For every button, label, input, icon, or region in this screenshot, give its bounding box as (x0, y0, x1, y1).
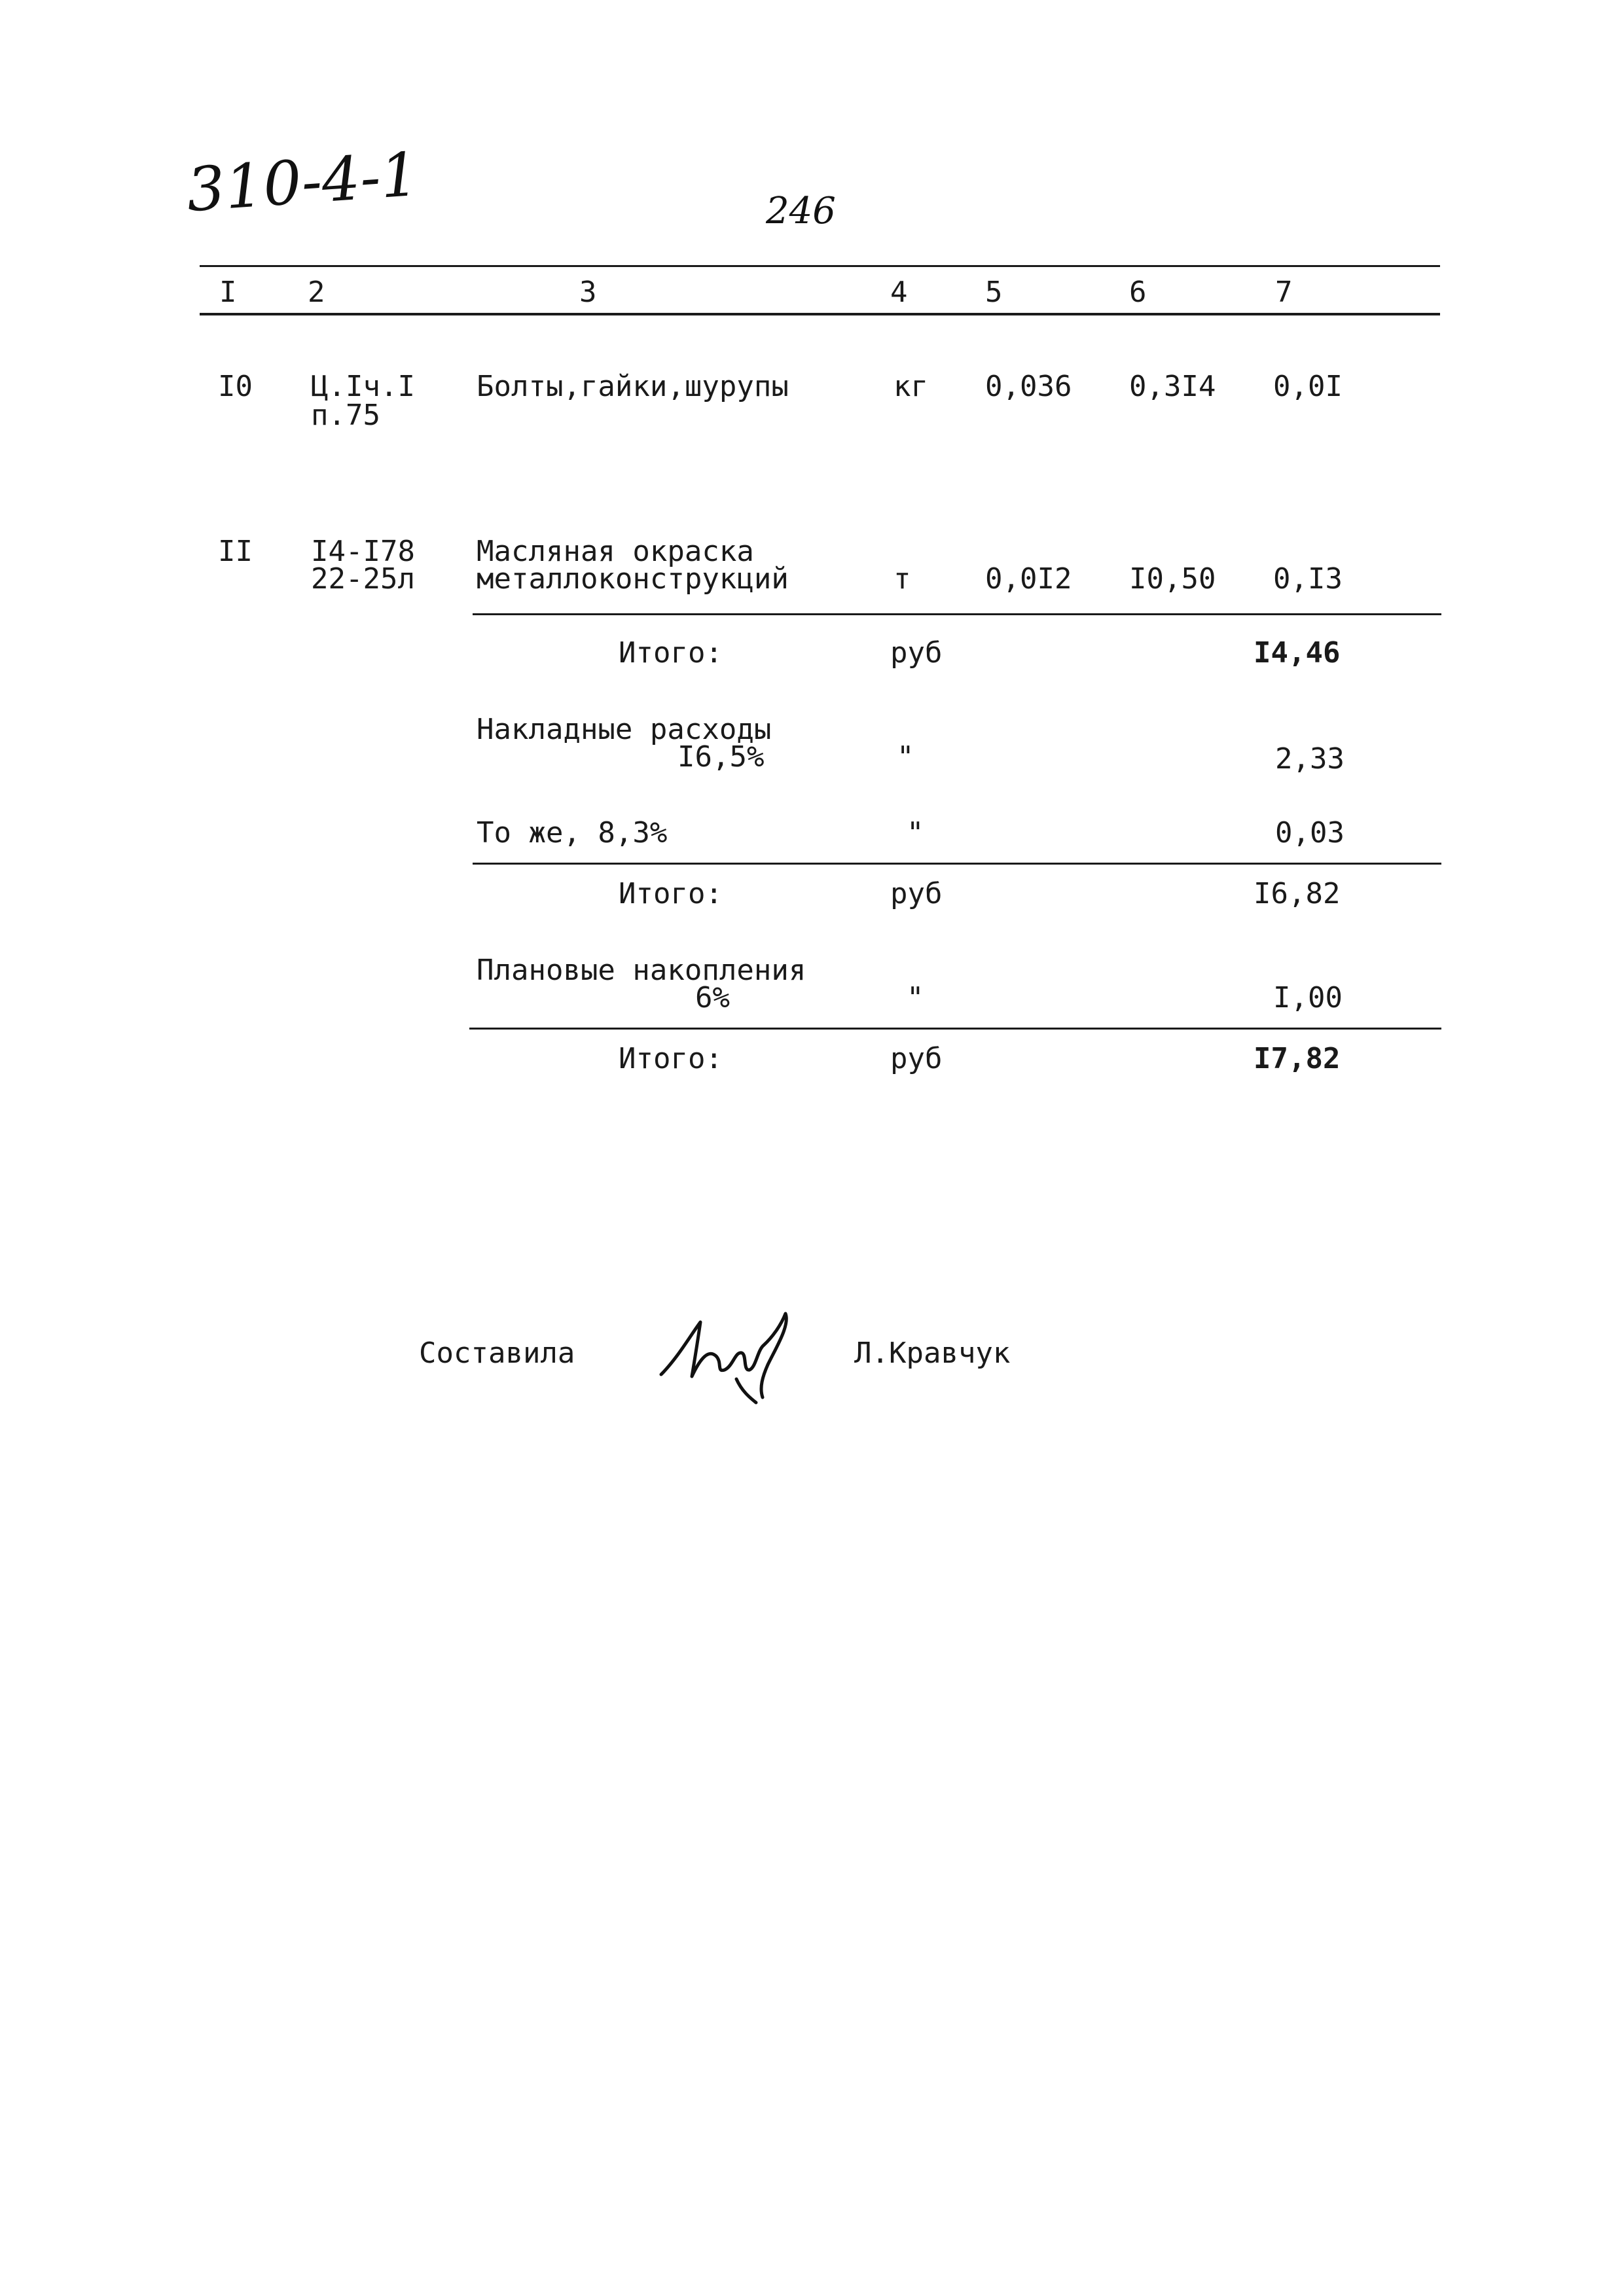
overhead-2-unit: " (907, 816, 924, 850)
planned-savings-label-line2: 6% (695, 981, 730, 1014)
subtotal-rule-2 (473, 863, 1441, 865)
subtotal-2-label: Итого: (619, 877, 723, 910)
overhead-unit: " (897, 740, 914, 774)
subtotal-2-value: I6,82 (1254, 877, 1341, 910)
header-col-6: 6 (1129, 276, 1147, 309)
header-col-2: 2 (308, 276, 325, 309)
subtotal-1-value: I4,46 (1254, 636, 1341, 670)
row-11-code-line2: 22-25л (311, 562, 415, 596)
row-10-code-line1: Ц.Iч.I (311, 370, 415, 403)
row-11-code-line1: I4-I78 (311, 535, 415, 568)
overhead-value: 2,33 (1275, 742, 1344, 776)
subtotal-rule-3 (469, 1028, 1441, 1030)
overhead-label-line2: I6,5% (677, 740, 765, 774)
header-col-4: 4 (890, 276, 908, 309)
row-11-name-line1: Масляная окраска (477, 535, 754, 568)
grand-total-unit: руб (890, 1042, 943, 1075)
row-10-name: Болты,гайки,шурупы (477, 370, 789, 403)
planned-savings-value: I,00 (1273, 981, 1343, 1014)
overhead-label-line1: Накладные расходы (477, 713, 772, 746)
row-10-code-line2: п.75 (311, 399, 380, 432)
overhead-2-label: То же, 8,3% (477, 816, 668, 850)
compiler-name: Л.Кравчук (854, 1336, 1011, 1370)
compiled-by-label: Составила (419, 1336, 575, 1370)
planned-savings-label-line1: Плановые накопления (477, 954, 806, 987)
row-11-quantity: 0,0I2 (985, 562, 1072, 596)
page-number: 246 (766, 190, 836, 232)
row-11-number: II (218, 535, 253, 568)
header-col-3: 3 (579, 276, 597, 309)
row-11-total: 0,I3 (1273, 562, 1343, 596)
row-10-unit: кг (893, 370, 928, 403)
header-col-1: I (219, 276, 237, 309)
subtotal-rule-1 (473, 613, 1441, 615)
row-11-name-line2: металлоконструкций (477, 562, 789, 596)
subtotal-1-label: Итого: (619, 636, 723, 670)
header-bottom-rule (200, 313, 1440, 315)
row-10-total: 0,0I (1273, 370, 1343, 403)
handwritten-signature (651, 1299, 815, 1410)
subtotal-1-unit: руб (890, 636, 943, 670)
subtotal-2-unit: руб (890, 877, 943, 910)
row-10-quantity: 0,036 (985, 370, 1072, 403)
handwritten-document-code: 310-4-1 (184, 139, 422, 226)
planned-savings-unit: " (907, 981, 924, 1014)
row-10-price: 0,3I4 (1129, 370, 1216, 403)
overhead-2-value: 0,03 (1275, 816, 1344, 850)
header-col-7: 7 (1275, 276, 1293, 309)
header-top-rule (200, 265, 1440, 267)
grand-total-label: Итого: (619, 1042, 723, 1075)
row-11-unit: т (893, 562, 911, 596)
row-11-price: I0,50 (1129, 562, 1216, 596)
grand-total-value: I7,82 (1254, 1042, 1341, 1075)
row-10-number: I0 (218, 370, 253, 403)
header-col-5: 5 (985, 276, 1003, 309)
